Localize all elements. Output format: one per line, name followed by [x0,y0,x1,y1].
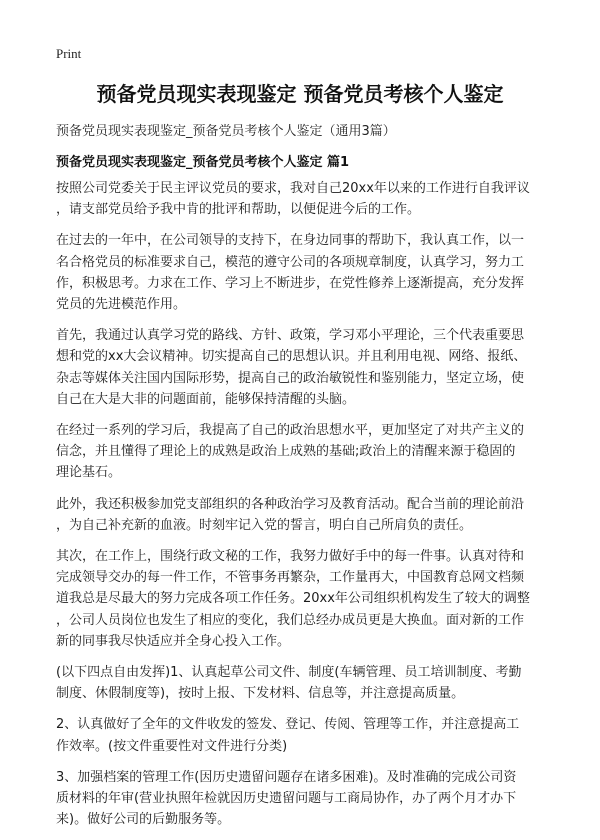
paragraph-line: 首先，我通过认真学习党的路线、方针、政策，学习邓小平理论，三个代表重要思 [56,328,525,344]
paragraph-line: 完成领导交办的每一件工作，不管事务再繁杂，工作量再大，中国教育总网文档频 [56,570,525,586]
paragraph-line: (以下四点自由发挥)1、认真起草公司文件、制度(车辆管理、员工培训制度、考勤 [56,665,522,681]
document-subtitle: 预备党员现实表现鉴定_预备党员考核个人鉴定（通用3篇） [56,124,396,139]
paragraph-line: 此外，我还积极参加党支部组织的各种政治学习及教育活动。配合当前的理论前沿 [56,496,525,512]
paragraph-line: 信念，并且懂得了理论上的成熟是政治上成熟的基础;政治上的清醒来源于稳固的 [56,444,516,460]
body-paragraph [56,178,548,220]
body-paragraph [56,714,548,756]
paragraph-line: 理论基石。 [56,465,122,481]
body-paragraph [56,546,548,652]
body-paragraph [56,230,548,315]
paragraph-line: ，为自己补充新的血液。时刻牢记入党的誓言，明白自己所肩负的责任。 [56,517,473,533]
paragraph-line: 2、认真做好了全年的文件收发的签发、登记、传阅、管理等工作，并注意提高工 [56,717,520,733]
paragraph-line: 作效率。(按文件重要性对文件进行分类) [56,738,288,754]
section-heading: 预备党员现实表现鉴定_预备党员考核个人鉴定 篇1 [56,155,350,170]
document-body [56,178,548,840]
paragraph-line: 其次，在工作上，围绕行政文秘的工作，我努力做好手中的每一件事。认真对待和 [56,549,525,565]
paragraph-line: 作，积极思考。力求在工作、学习上不断进步，在党性修养上逐渐提高，充分发挥 [56,275,525,291]
paragraph-line: 制度、休假制度等)，按时上报、下发材料、信息等，并注意提高质量。 [56,686,465,702]
print-link[interactable]: Print [56,46,82,61]
paragraph-line: ，公司人员岗位也发生了相应的变化，我们总经办成员更是大换血。面对新的工作 [56,612,525,628]
paragraph-line: 3、加强档案的管理工作(因历史遗留问题存在诸多困难)。及时准确的完成公司资 [56,769,517,785]
body-paragraph [56,767,548,831]
paragraph-line: 自己在大是大非的问题面前，能够保持清醒的头脑。 [56,391,356,407]
paragraph-line: 名合格党员的标准要求自己，模范的遵守公司的各项规章制度，认真学习，努力工 [56,254,525,270]
paragraph-line: 质材料的年审(营业执照年检就因历史遗留问题与工商局协作，办了两个月才办下 [56,791,517,807]
paragraph-line: 想和党的xx大会议精神。切实提高自己的思想认识。并且利用电视、网络、报纸、 [56,349,527,365]
paragraph-line: 在过去的一年中，在公司领导的支持下，在身边同事的帮助下，我认真工作，以一 [56,233,525,249]
paragraph-line: 按照公司党委关于民主评议党员的要求，我对自己20xx年以来的工作进行自我评议 [56,181,530,196]
paragraph-line: 杂志等媒体关注国内国际形势，提高自己的政治敏锐性和鉴别能力，坚定立场，使 [56,370,525,386]
body-paragraph [56,662,548,704]
paragraph-line: ，请支部党员给予我中肯的批评和帮助，以便促进今后的工作。 [56,202,421,218]
paragraph-line: 党员的先进模范作用。 [56,297,187,313]
paragraph-line: 新的同事我尽快适应并全身心投入工作。 [56,633,291,649]
paragraph-line: 来)。做好公司的后勤服务等。 [56,812,231,828]
body-paragraph [56,325,548,410]
paragraph-line: 道我总是尽最大的努力完成各项工作任务。20xx年公司组织机构发生了较大的调整 [56,591,530,607]
body-paragraph [56,420,548,484]
page-title: 预备党员现实表现鉴定 预备党员考核个人鉴定 [96,82,504,106]
body-paragraph [56,494,548,536]
paragraph-line: 在经过一系列的学习后，我提高了自己的政治思想水平，更加坚定了对共产主义的 [56,423,525,439]
